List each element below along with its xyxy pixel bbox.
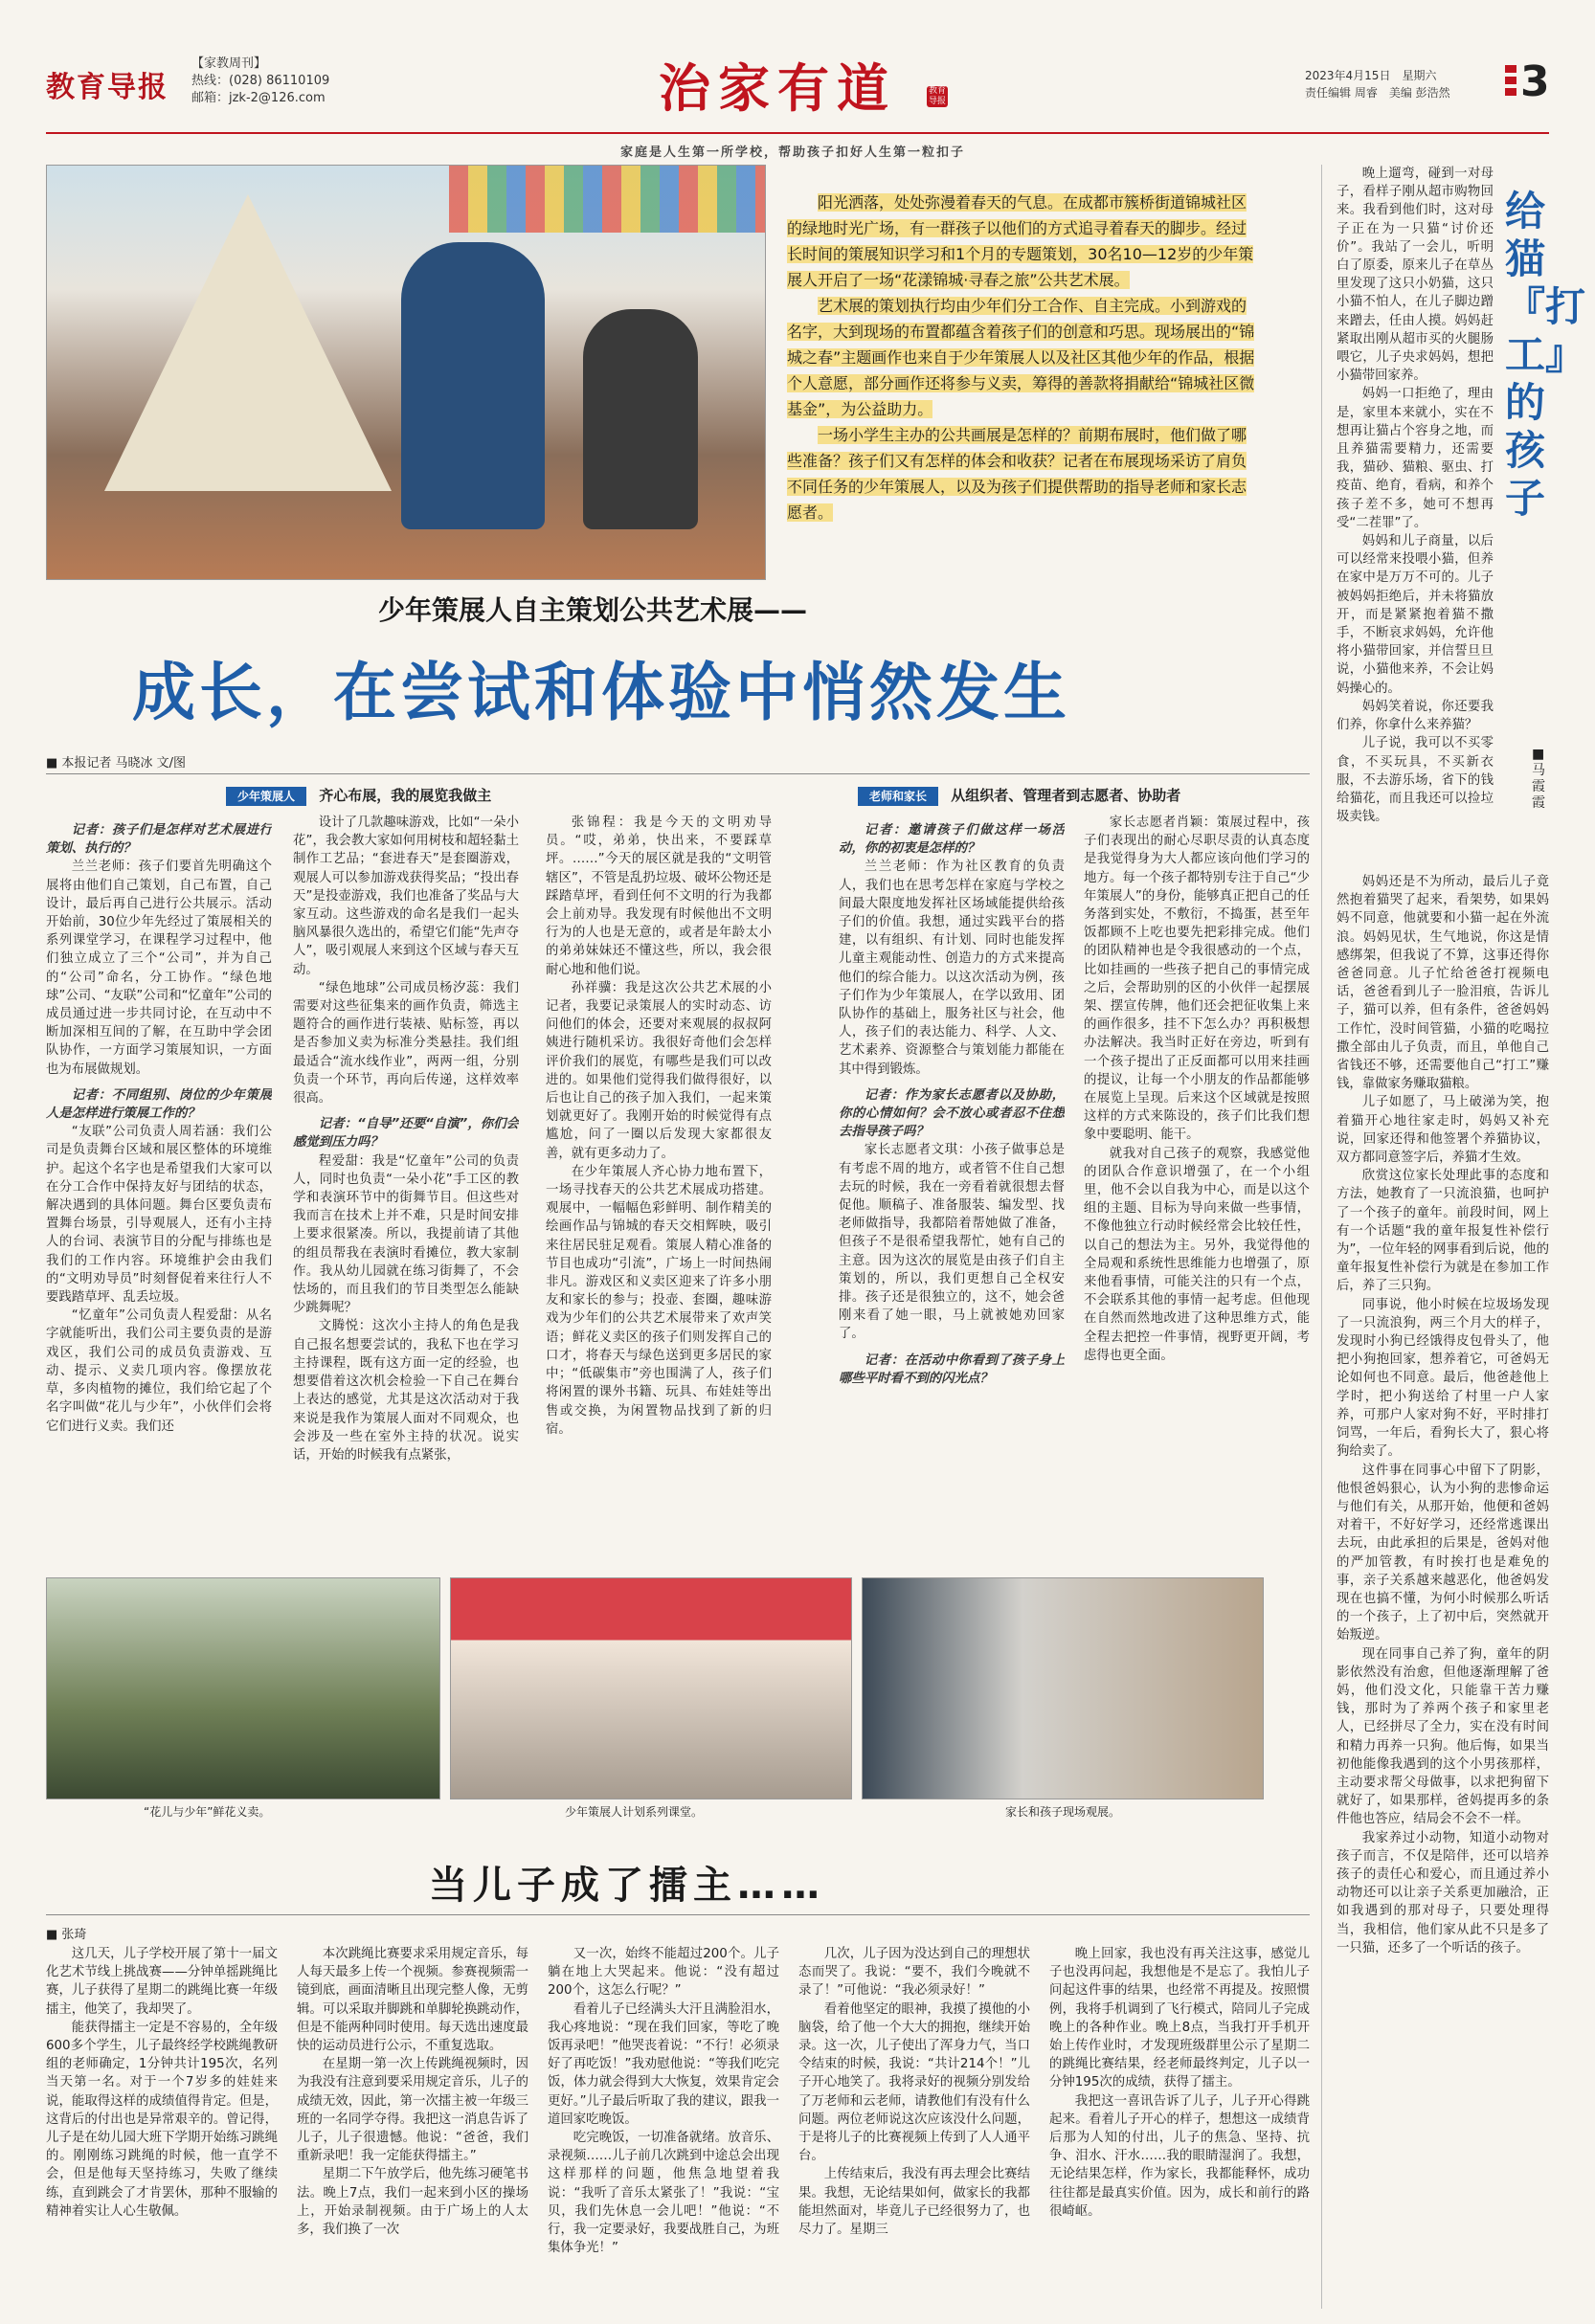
email: 邮箱：jzk-2@126.com	[191, 91, 326, 105]
side-paragraph: 这件事在同事心中留下了阴影，他恨爸妈狠心，认为小狗的悲惨命运与他们有关，从那开始，他便和爸妈对着干，不好好学习，还经常逃课出去玩，由此承担的后果是，爸妈对他的严加管教，有时挨打也是难免的事，亲子关系越来越恶化，他爸妈发现在也搞不懂，为何小时候那么听话的一个孩子，上了初中后，突然就开始叛逆。	[1337, 1463, 1549, 1643]
side-paragraph: 我家养过小动物，知道小动物对孩子而言，不仅是陪伴，还可以培养孩子的责任心和爱心，而且通过养小动物还可以让亲子关系更加融洽，正如我遇到的那对母子，只要处理得当，我相信，他们家从此不只是多了一只猫，还多了一个听话的孩子。	[1337, 1830, 1549, 1955]
interview-question: 记者：孩子们是怎样对艺术展进行策划、执行的？	[46, 823, 272, 857]
main-photo	[46, 165, 766, 580]
edition-info	[191, 56, 329, 107]
article-column	[297, 1945, 528, 2309]
interview-question: 记者：“自导”还要“自演”，你们会感觉到压力吗？	[293, 1117, 519, 1151]
article-paragraph: 就我对自己孩子的观察，我感觉他的团队合作意识增强了，在一个小组里，他不会以自我为中心，而是以这个组的主题、目标为导向来做一些事情，不像他独立行动时候经常会比较任性，以自己的想法为主。另外，我觉得他的全局观和系统性思维能力也增强了，原来他看事情，可能关注的只有一个点，不会联系其他的事情一起考虑。但他现在自然而然地改进了这种思维方式，能全程去把控一件事情，视野更开阔，考虑得也更全面。	[1084, 1146, 1310, 1363]
article-paragraph: 家长志愿者文琪：小孩子做事总是有考虑不周的地方，或者管不住自己想去玩的时候，我在一旁看着就很想去督促他。顺稿子、准备服装、编发型、找老师做指导，我都陪着帮她做了准备，但孩子不是很希望我帮忙，她有自己的主意。因为这次的展览是由孩子们自主策划的，所以，我们更想自己全权安排。孩子还是很独立的，这不，她会爸刚来看了她一眼，马上就被她劝回家了。	[839, 1143, 1065, 1342]
article-column	[546, 814, 772, 1560]
article-paragraph: “绿色地球”公司成员杨汐蕊：我们需要对这些征集来的画作负责，筛选主题符合的画作进行装裱、贴标签，再以是否参加义卖为标准分类悬挂。我们组最适合“流水线作业”，两两一组，分别负责一个环节，再向后传递，这样效率很高。	[293, 980, 519, 1106]
section-title: 从组织者、管理者到志愿者、协助者	[951, 787, 1181, 804]
side-paragraph: 儿子说，我可以不买零食，不买玩具，不买新衣服，不去游乐场，省下的钱给猫花，而且我还可以捡垃圾卖钱。	[1337, 736, 1494, 825]
side-paragraph: 妈妈一口拒绝了，理由是，家里本来就小，实在不想再让猫占个容身之地，而且养猫需要精力，还需要我，猫砂、猫粮、驱虫、打疫苗、绝育，看病，和养个孩子差不多，她可不想再受“二茬罪”了。	[1337, 387, 1494, 530]
bunting-flags	[449, 166, 765, 233]
article-paragraph: 张锦程：我是今天的文明劝导员。“哎，弟弟，快出来，不要踩草坪。……”今天的展区就是我的“文明管辖区”，不管是乱扔垃圾、破坏公物还是踩踏草坪，看到任何不文明的行为我都会上前劝导。我发现有时候他出不文明行为的人也是无意的，或者是年龄太小的弟弟妹妹还不懂这些，所以，我会很耐心地和他们说。	[546, 816, 772, 977]
article-column	[1049, 1945, 1310, 2309]
side-column	[1337, 165, 1494, 873]
section-title: 齐心布展，我的展览我做主	[319, 787, 492, 804]
section-rule	[46, 773, 1310, 774]
article-paragraph: 几次，儿子因为没达到自己的理想状态而哭了。我说：“要不，我们今晚就不录了！”可他说：“我必须录好！”	[798, 1947, 1030, 1999]
article-paragraph: 兰兰老师：作为社区教育的负责人，我们也在思考怎样在家庭与学校之间最大限度地发挥社区场域能提供给孩子们的价值。我想，通过实践平台的搭建，以有组织、有计划、同时也能发挥儿童主观能动性、创造力的方式来提高他们的综合能力。以这次活动为例，孩子们作为少年策展人，在学以致用、团队协作的基础上，服务社区与社会，他人，孩子们的表达能力、科学、人文、艺术素养、资源整合与策划能力都能在其中得到锻炼。	[839, 860, 1065, 1077]
page-number	[1505, 57, 1550, 106]
article-paragraph: 本次跳绳比赛要求采用规定音乐，每人每天最多上传一个视频。参赛视频需一镜到底，画面清晰且出现完整人像，无剪辑。可以采取并脚跳和单脚轮换跳动作，但是不能两种同时使用。每天选出速度最快的运动员进行公示，不重复选取。	[297, 1947, 528, 2054]
side-column	[1337, 873, 1549, 2309]
hotline: 热线：(028) 86110109	[191, 74, 330, 88]
edition-name: 【家教周刊】	[191, 56, 267, 71]
section-header-right	[858, 785, 1180, 806]
side-headline: 给猫『打工』的孩子	[1505, 188, 1586, 522]
article-paragraph: 文腾悦：这次小主持人的角色是我自己报名想要尝试的，我私下也在学习主持课程，既有这方面一定的经验，也想要借着这次机会检验一下自己在舞台上表达的感觉，尤其是这次活动对于我来说是我作为策展人面对不同观众，也会涉及一些在室外主持的状况。说实话，开始的时候我有点紧张，	[293, 1319, 519, 1463]
section-rule	[46, 1914, 1310, 1915]
side-byline: ■马霞霞	[1532, 747, 1545, 811]
side-paragraph: 欣赏这位家长处理此事的态度和方法，她教育了一只流浪猫，也呵护了一个孩子的童年。前段时间，网上有一个话题“我的童年报复性补偿行为”，一位年轻的网事看到后说，他的童年报复性补偿行为就是在参加工作后，养了三只狗。	[1337, 1169, 1549, 1294]
lead-paragraphs	[787, 190, 1260, 525]
article-paragraph: 程爱甜：我是“忆童年”公司的负责人，同时也负责“一朵小花”手工区的教学和表演环节中的街舞节目。但这些对我而言在技术上并不难，只是时间安排上要求很紧凑。所以，我提前请了其他的组员帮我在表演时看摊位，教大家制作。我从幼儿园就在练习街舞了，不会怯场的，而且我们的节目类型怎么能缺少跳舞呢？	[293, 1153, 519, 1316]
photo-caption: 少年策展人计划系列课堂。	[565, 1805, 704, 1819]
main-headline: 成长，在尝试和体验中悄然发生	[132, 656, 1070, 729]
gallery-photo-viewing	[862, 1577, 1264, 1799]
page-title: 治家有道	[659, 57, 896, 119]
article-paragraph: 在星期一第一次上传跳绳视频时，因为我没有注意到要采用规定音乐，儿子的成绩无效，因此，第一次擂主被一年级三班的一名同学夺得。我把这一消息告诉了儿子，儿子很遗憾。他说：“爸爸，我们重新录吧！我一定能获得擂主。”	[297, 2057, 528, 2164]
article-column	[548, 1945, 779, 2309]
side-paragraph: 妈妈笑着说，你还要我们养，你拿什么来养猫？	[1337, 699, 1494, 733]
article-column	[839, 814, 1065, 1560]
side-paragraph: 晚上遛弯，碰到一对母子，看样子刚从超市购物回来。我看到他们时，这对母子正在为一只猫“讨价还价”。我站了一会儿，听明白了原委，原来儿子在草丛里发现了这只小奶猫，这只小猫不怕人，在儿子脚边蹭来蹭去，任由人摸。妈妈赶紧取出刚从超市买的火腿肠喂它，儿子央求妈妈，想把小猫带回家养。	[1337, 167, 1494, 384]
header-rule	[46, 132, 1549, 134]
article-paragraph: 能获得擂主一定是不容易的，全年级600多个学生，儿子最终经学校跳绳教研组的老师确定，1分钟共计195次，名列当天第一名。对于一个7岁多的娃娃来说，能取得这样的成绩值得肯定。但是，这背后的付出也是异常艰辛的。曾记得，儿子是在幼儿园大班下学期开始练习跳绳的。刚刚练习跳绳的时候，他一直学不会，但是他每天坚持练习，失败了继续练，直到跳会了才肯罢休，那种不服输的精神着实让人心生敬佩。	[46, 2020, 278, 2219]
editors-text: 责任编辑 周睿 美编 彭浩然	[1305, 86, 1450, 100]
issue-date	[1305, 67, 1450, 101]
article-paragraph: 家长志愿者肖颖：策展过程中，孩子们表现出的耐心尽职尽责的认真态度是我觉得身为大人都应该向他们学习的地方。每一个孩子都特别专注于自己“少年策展人”的身份，能够真正把自己的任务落到实处，不敷衍，不捣蛋，甚至年饭都顾不上吃也要先把彩排完成。他们的团队精神也是令我很感动的一个点，比如挂画的一些孩子把自己的事情完成之后，会帮助别的区的小伙伴一起摆展架、摆宣传牌，他们还会把征收集上来的画作很多，挂不下怎么办？再积极想办法解决。我当时正好在旁边，听到有一个孩子提出了正反面都可以用来挂画的提议，让每一个小朋友的作品都能够在展览上呈现。后来这个区域就是按照这样的方式来陈设的，孩子们比我们想象中要聪明、能干。	[1084, 816, 1310, 1143]
article-paragraph: 兰兰老师：孩子们要首先明确这个展将由他们自己策划，自己布置，自己设计，最后再自己进行公共展示。活动开始前，30位少年先经过了策展相关的系列课堂学习，在课程学习过程中，他们独立成立了三个“公司”，并为自己的“公司”命名，分工协作。“绿色地球”公司、“友联”公司和“忆童年”公司的成员通过进一步共同讨论，在互动中不断加深相互间的了解，在互助中学会团队协作，一方面学习策展知识，一方面也为布展做规划。	[46, 860, 272, 1077]
gallery-photo-flower-sale	[46, 1577, 440, 1799]
section-tag: 少年策展人	[226, 787, 306, 806]
article-column	[46, 1945, 278, 2309]
article-paragraph: 我把这一喜讯告诉了儿子，儿子开心得跳起来。看着儿子开心的样子，想想这一成绩背后那为人知的付出，儿子的焦急、坚持、抗争、泪水、汗水……我的眼睛湿润了。我想，无论结果怎样，作为家长，我都能释怀，成功往往都是最真实价值。因为，成长和前行的路很崎岖。	[1049, 2093, 1310, 2219]
child-figure	[583, 309, 698, 529]
article-paragraph: 这几天，儿子学校开展了第十一届文化艺术节线上挑战赛——分钟单摇跳绳比赛，儿子获得了星期二的跳绳比赛一年级擂主，他笑了，我却哭了。	[46, 1947, 278, 2017]
article-paragraph: 在少年策展人齐心协力地布置下，一场寻找春天的公共艺术展成功搭建。观展中，一幅幅色彩鲜明、制作精美的绘画作品与锦城的春天交相辉映，吸引来往居民驻足观看。策展人精心准备的节目也成功“引流”，广场上一时间热闹非凡。游戏区和义卖区迎来了许多小朋友和家长的参与；投壶、套圈，趣味游戏为少年们的公共艺术展带来了欢声笑语；鲜花义卖区的孩子们则发挥自己的口才，将春天与绿色送到更多居民的家中；“低碳集市”旁也围满了人，孩子们将闲置的课外书籍、玩具、布娃娃等出售或交换，为闲置物品找到了新的归宿。	[546, 1164, 772, 1437]
page-number-text: 3	[1520, 57, 1550, 106]
article-paragraph: “忆童年”公司负责人程爱甜：从名字就能听出，我们公司主要负责的是游戏区，我们公司的成员负责游戏、互动、提示、义卖几项内容。像摆放花草，多肉植物的摊位，我们给它起了个名字叫做“花儿与少年”，小伙伴们会将它们进行义卖。我们还	[46, 1308, 272, 1434]
article-paragraph: 又一次，始终不能超过200个。儿子躺在地上大哭起来。他说：“没有超过200个，这怎么行呢？”	[548, 1947, 779, 1999]
lead-paragraph: 阳光洒落，处处弥漫着春天的气息。在成都市簇桥街道锦城社区的绿地时光广场，有一群孩子以他们的方式追寻着春天的脚步。经过长时间的策展知识学习和1个月的专题策划，30名10—12岁的少年策展人开启了一场“花漾锦城·寻春之旅”公共艺术展。	[787, 193, 1254, 289]
side-paragraph: 同事说，他小时候在垃圾场发现了一只流浪狗，两三个月大的样子，发现时小狗已经饿得皮包骨头了，他把小狗抱回家，想养着它，可爸妈无论如何也不同意。最后，他爸趁他上学时，把小狗送给了村里一户人家养，可那户人家对狗不好，平时排打饲骂，一年后，看狗长大了，狠心将狗给卖了。	[1337, 1297, 1549, 1460]
newspaper-logo: 教育导报	[46, 71, 168, 104]
side-paragraph: 现在同事自己养了狗，童年的阴影依然没有治愈，但他逐渐理解了爸妈，他们没文化，只能靠干苦力赚钱，那时为了养两个孩子和家里老人，已经拼尽了全力，实在没有时间和精力再养一只狗。他后悔，如果当初他能像我遇到的这个小男孩那样，主动要求帮父母做事，以求把狗留下就好了，如果那样，爸妈提再多的条件他也答应，结局会不会不一样。	[1337, 1646, 1549, 1827]
date-text: 2023年4月15日 星期六	[1305, 69, 1437, 82]
gallery-photo-classroom	[450, 1577, 852, 1799]
article-paragraph: 孙祥骥：我是这次公共艺术展的小记者，我要记录策展人的实时动态、访问他们的体会，还要对来观展的叔叔阿姨进行随机采访。我很好奇他们会怎样评价我们的展览，有哪些是我们可以改进的。如果他们觉得我们做得很好，以后也让自己的孩子加入我们，一起来策划就更好了。我刚开始的时候觉得有点尴尬，问了一圈以后发现大家都很友善，就有更多动力了。	[546, 980, 772, 1161]
article-column	[1084, 814, 1310, 1560]
seal-icon: 教育 导报	[928, 86, 946, 106]
section-tag: 老师和家长	[858, 787, 938, 806]
side-paragraph: 妈妈还是不为所动，最后儿子竟然抱着猫哭了起来，看架势，如果妈妈不同意，他就要和小猫一起在外流浪。妈妈见状，生气地说，你这是情感绑架，但我说了不算，这事还得你爸爸同意。儿子忙给爸爸打视频电话，爸爸看到儿子一脸泪痕，告诉儿子，猫可以养，但有条件，爸爸妈妈工作忙，没时间管猫，小猫的吃喝拉撒全部由儿子负责，而且，单他自己省钱还不够，还需要他自己“打工”赚钱，靠做家务赚取猫粮。	[1337, 875, 1549, 1092]
article-paragraph: 晚上回家，我也没有再关注这事，感觉儿子也没再问起，我想他是不是忘了。我怕儿子问起这件事的结果，也经常不再提及。按照惯例，我将手机调到了飞行模式，陪同儿子完成晚上的各种作业。晚上8点，当我打开手机开始上传作业时，才发现班级群里公示了星期二的跳绳比赛结果，经老师最终判定，儿子以一分钟195次的成绩，获得了擂主。	[1049, 1947, 1310, 2090]
side-divider	[1321, 165, 1322, 2309]
lead-paragraph: 艺术展的策划执行均由少年们分工合作、自主完成。小到游戏的名字，大到现场的布置都蕴含着孩子们的创意和巧思。现场展出的“锦城之春”主题画作也来自于少年策展人以及社区其他少年的作品，根据个人意愿，部分画作还将参与义卖，筹得的善款将捐献给“锦城社区微基金”，为公益助力。	[787, 297, 1255, 418]
interview-question: 记者：作为家长志愿者以及协助，你的心情如何？会不放心或者忍不住想去指导孩子吗？	[839, 1087, 1065, 1140]
lead-paragraph: 一场小学生主办的公共画展是怎样的？前期布展时，他们做了哪些准备？孩子们又有怎样的体会和收获？记者在布展现场采访了肩负不同任务的少年策展人，以及为孩子们提供帮助的指导老师和家长志愿者。	[787, 426, 1247, 522]
section-header-left	[226, 785, 491, 806]
page-motto: 家庭是人生第一所学校，帮助孩子扣好人生第一粒扣子	[620, 145, 966, 160]
second-byline: ■ 张琦	[46, 1928, 87, 1942]
headline-kicker: 少年策展人自主策划公共艺术展——	[378, 594, 808, 626]
article-byline: ■ 本报记者 马晓冰 文/图	[46, 756, 187, 771]
side-paragraph: 妈妈和儿子商量，以后可以经常来投喂小猫，但养在家中是万万不可的。儿子被妈妈拒绝后，并未将猫放开，而是紧紧抱着猫不撒手，不断哀求妈妈，允许他将小猫带回家，并信誓旦旦说，小猫他来养，不会让妈妈操心的。	[1337, 534, 1494, 696]
article-paragraph: 看着他坚定的眼神，我摸了摸他的小脑袋，给了他一个大大的拥抱，继续开始录。这一次，儿子使出了浑身力气，当口令结束的时候，我说：“共计214个！”儿子开心地笑了。我将录好的视频分别发给了万老师和云老师，请教他们有没有什么问题。两位老师说这次应该没什么问题，于是将儿子的比赛视频上传到了人人通平台。	[798, 2001, 1030, 2164]
article-paragraph: “友联”公司负责人周若涵：我们公司是负责舞台区域和展区整体的环境维护。起这个名字也是希望我们大家可以在分工合作中保持友好与团结的状态，解决遇到的具体问题。舞台区要负责布置舞台场景，引导观展人，还有小主持人的台词、表演节目的分配与排练也是我们的工作内容。环境维护会由我们的“文明劝导员”时刻督促着来往行人不要践踏草坪、乱丢垃圾。	[46, 1125, 272, 1306]
interview-question: 记者：不同组别、岗位的少年策展人是怎样进行策展工作的？	[46, 1087, 272, 1122]
article-column	[46, 814, 272, 1560]
article-paragraph: 星期二下午放学后，他先练习硬笔书法。晚上7点，我们一起来到小区的操场上，开始录制视频。由于广场上的人太多，我们换了一次	[297, 2167, 528, 2238]
child-figure	[401, 242, 545, 529]
interview-question: 记者：邀请孩子们做这样一场活动，你的初衷是怎样的？	[839, 823, 1065, 857]
article-paragraph: 上传结束后，我没有再去理会比赛结果。我想，无论结果如何，做家长的我都能坦然面对，毕竟儿子已经很努力了，也尽力了。星期三	[798, 2167, 1030, 2238]
article-paragraph: 看着儿子已经满头大汗且满脸泪水，我心疼地说：“现在我们回家，等吃了晚饭再录吧！”他哭丧着说：“不行！必须录好了再吃饭！”我劝慰他说：“等我们吃完饭，体力就会得到大大恢复，效果肯定会更好。”儿子最后听取了我的建议，跟我一道回家吃晚饭。	[548, 2001, 779, 2127]
article-column	[293, 814, 519, 1560]
second-headline: 当儿子成了擂主……	[429, 1864, 825, 1908]
photo-caption: “花儿与少年”鲜花义卖。	[144, 1805, 271, 1819]
page-bars-icon	[1505, 65, 1516, 100]
interview-question: 记者：在活动中你看到了孩子身上哪些平时看不到的闪光点？	[839, 1352, 1065, 1386]
photo-caption: 家长和孩子现场观展。	[1005, 1805, 1121, 1819]
article-paragraph: 吃完晚饭，一切准备就绪。放音乐、录视频……儿子前几次跳到中途总会出现这样那样的问题，他焦急地望着我说：“我听了音乐太紧张了！”我说：“宝贝，我们先休息一会儿吧！”他说：“不行，我一定要录好，我要战胜自己，为班集体争光！”	[548, 2131, 779, 2256]
article-paragraph: 设计了几款趣味游戏，比如“一朵小花”，我会教大家如何用树枝和超轻黏土制作工艺品；“套进春天”是套圈游戏，观展人可以参加游戏获得奖品；“投出春天”是投壶游戏，我们也准备了奖品与大家互动。这些游戏的命名是我们一起头脑风暴很久选出的，希望它们能“先声夺人”，吸引观展人来到这个区域与春天互动。	[293, 816, 519, 977]
side-paragraph: 儿子如愿了，马上破涕为笑，抱着猫开心地往家走时，妈妈又补充说，回家还得和他签署个养猫协议，双方都同意签字后，养猫才生效。	[1337, 1095, 1549, 1166]
article-column	[798, 1945, 1030, 2309]
teepee-tent	[104, 194, 392, 491]
